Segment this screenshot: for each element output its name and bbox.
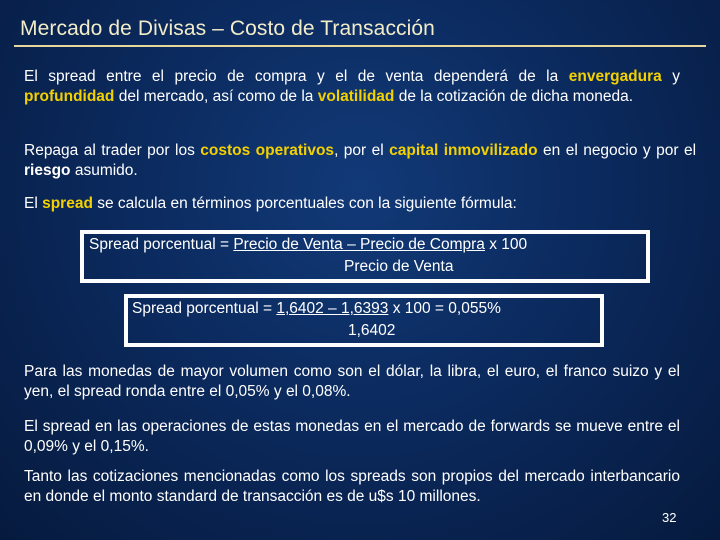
paragraph-major-currencies: Para las monedas de mayor volumen como son el dólar, la libra, el euro, el franco suizo y el yen, el spread ronda entre el 0,05% y el 0,08%. [24,363,680,400]
paragraph-spread-determinants [24,67,680,107]
formula-general-denominator: Precio de Venta [344,258,454,275]
paragraph-trader-costs [24,141,696,181]
p1-text-3: del mercado, así como de la [114,88,318,105]
formula-general-suffix: x 100 [484,236,528,253]
paragraph-forwards: El spread en las operaciones de estas monedas en el mercado de forwards se mueve entre el 0,09% y el 0,15%. [24,418,680,455]
p3-text-1: El [24,195,43,212]
p2-text-1: Repaga al trader por los [24,142,201,159]
p2-text-2: , por el [334,142,390,159]
highlight-costos-operativos: costos operativos [200,142,335,159]
p2-text-4: asumido. [70,162,138,179]
p3-text-2: se calcula en términos porcentuales con la siguiente fórmula: [92,195,517,212]
highlight-envergadura: envergadura [568,68,662,85]
formula-general-numerator: Precio de Venta – Precio de Compra [233,236,485,253]
highlight-volatilidad: volatilidad [317,88,395,105]
bold-riesgo: riesgo [24,162,71,179]
formula-example-denominator: 1,6402 [348,322,396,339]
p1-text-1: El spread entre el precio de compra y el de venta dependerá de la [24,68,569,85]
title-underline [14,45,706,47]
formula-example-numerator: 1,6402 – 1,6393 [276,300,389,317]
formula-example-line [132,299,501,319]
formula-example-label: Spread porcentual = [132,300,277,317]
formula-general-label: Spread porcentual = [89,236,234,253]
p1-text-2: y [661,68,681,85]
paragraph-interbank: Tanto las cotizaciones mencionadas como los spreads son propios del mercado interbancario en donde el monto standard de transacción es de u$s 10 millones. [24,468,680,505]
p1-text-4: de la cotización de dicha moneda. [394,88,634,105]
paragraph-formula-intro [24,194,680,214]
highlight-capital-inmovilizado: capital inmovilizado [389,142,538,159]
page-number: 32 [662,510,677,525]
slide-title: Mercado de Divisas – Costo de Transacción [20,17,435,40]
highlight-spread: spread [42,195,93,212]
formula-example-suffix: x 100 = 0,055% [388,300,501,317]
highlight-profundidad: profundidad [24,88,115,105]
formula-general-line [89,235,527,255]
p2-text-3: en el negocio y por el [537,142,697,159]
